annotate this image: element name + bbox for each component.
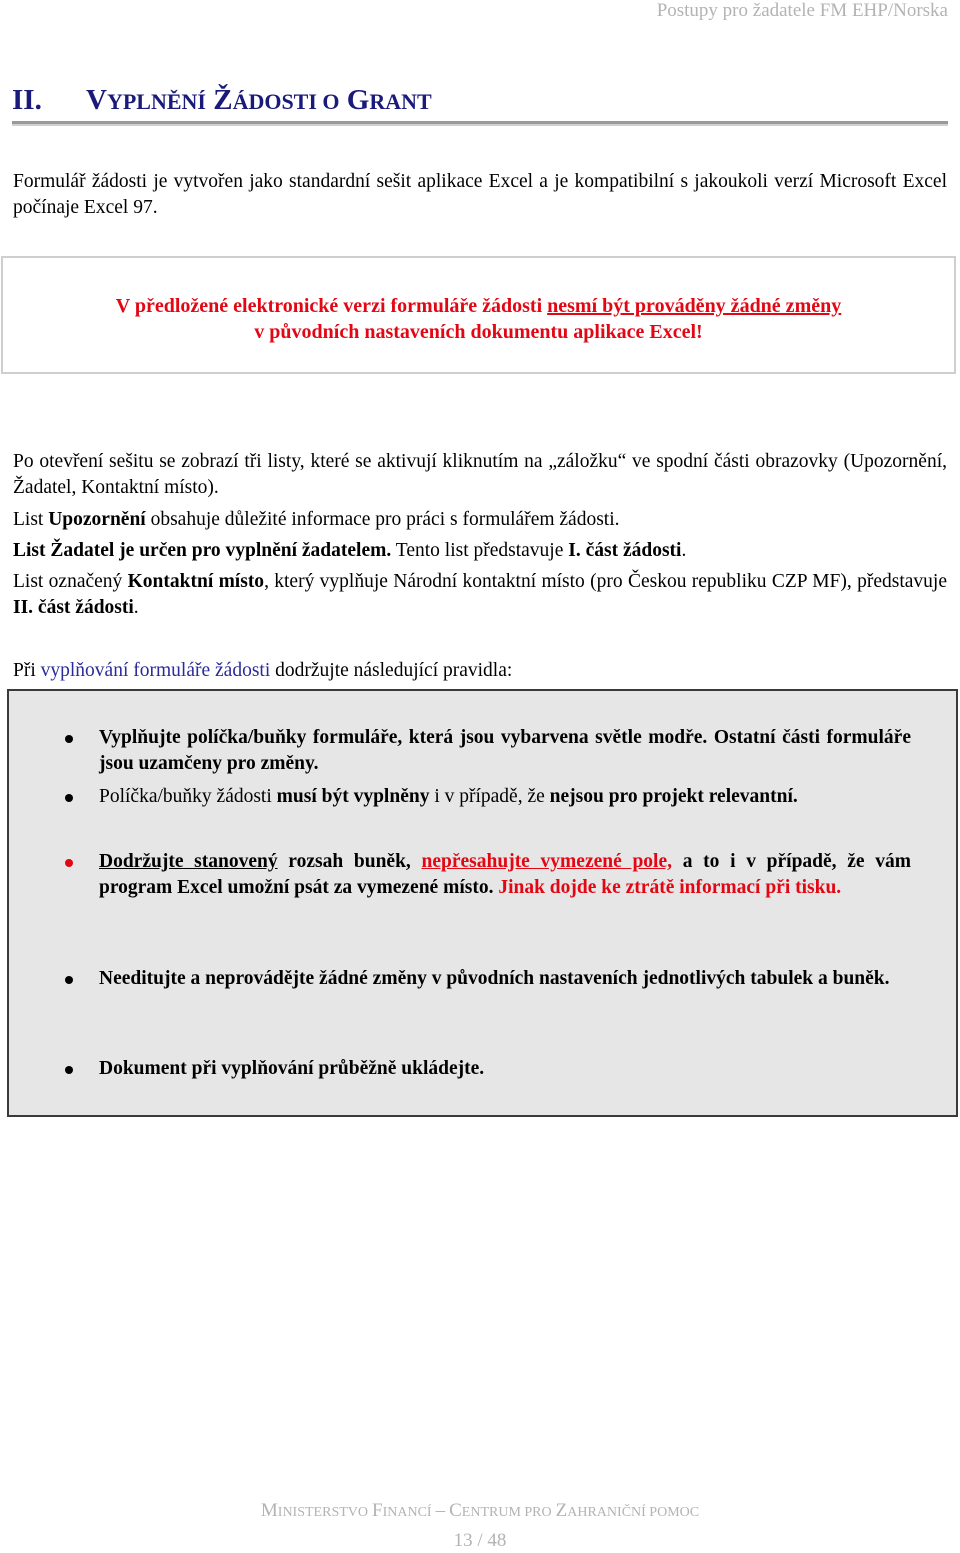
sheet-kontaktni-misto	[13, 569, 947, 621]
warning-underlined: nesmí být prováděny žádné změny	[547, 295, 842, 317]
running-header: Postupy pro žadatele FM EHP/Norska	[656, 0, 948, 21]
heading-cap: Ž	[213, 84, 233, 116]
bullet-icon	[65, 794, 73, 802]
footer-dash: –	[435, 1500, 446, 1521]
rule-2	[99, 784, 911, 810]
text: i v případě, že	[429, 786, 550, 807]
footer-small: INISTERSTVO	[277, 1505, 369, 1520]
footer-cap: C	[449, 1500, 462, 1521]
sheet-name: List Žadatel je určen pro vyplnění žadatelem.	[13, 540, 392, 561]
text: rozsah buněk,	[277, 851, 422, 872]
rules-intro	[13, 658, 947, 684]
sheet-name: Kontaktní místo	[127, 571, 265, 592]
red-underlined-text: nepřesahujte vymezené pole,	[421, 851, 672, 872]
page-number: 13 / 48	[453, 1530, 507, 1551]
heading-small: RANT	[369, 89, 432, 114]
footer-small: INANCÍ	[382, 1505, 432, 1520]
rules-box	[7, 689, 958, 1117]
text: Tento list představuje	[391, 540, 569, 561]
footer-small: ENTRUM PRO	[461, 1505, 552, 1520]
text: , který vyplňuje Národní kontaktní místo (pro Českou republiku CZP MF), představuje	[264, 571, 947, 592]
rule-4: Needitujte a neprovádějte žádné změny v původních nastaveních jednotlivých tabulek a buněk.	[99, 968, 890, 989]
text: List označený	[13, 571, 128, 592]
part-label: II. část žádosti	[13, 597, 134, 618]
heading-cap: V	[86, 84, 107, 116]
bold-text: musí být vyplněny	[276, 786, 430, 807]
part-label: I. část žádosti	[568, 540, 682, 561]
red-text: Jinak dojde ke ztrátě informací při tisku.	[498, 877, 842, 898]
heading-small: ÁDOSTI O	[232, 89, 340, 114]
sheets-paragraph: Po otevření sešitu se zobrazí tři listy, které se aktivují kliknutím na „záložku“ ve spodní části obrazovky (Upozornění, Žadatel, Kontaktní místo).	[13, 451, 947, 498]
underlined-text: Dodržujte stanovený	[99, 851, 278, 872]
bullet-icon	[65, 735, 73, 743]
text: dodržujte následující pravidla:	[270, 660, 513, 681]
footer-cap: M	[260, 1500, 278, 1521]
warning-text: V předložené elektronické verzi formuláře žádosti	[115, 295, 548, 317]
warning-text: v původních nastaveních dokumentu aplikace Excel!	[254, 321, 703, 343]
section-heading	[12, 84, 948, 124]
text: List	[13, 509, 49, 530]
highlight-text: vyplňování formuláře žádosti	[40, 660, 271, 681]
warning-box	[1, 256, 956, 374]
text: .	[133, 597, 139, 618]
text: .	[681, 540, 687, 561]
text: obsahuje důležité informace pro práci s formulářem žádosti.	[145, 509, 620, 530]
sheet-zadatel	[13, 538, 947, 564]
bold-text: nejsou pro projekt relevantní.	[549, 786, 798, 807]
heading-small: YPLNĚNÍ	[106, 89, 206, 114]
bullet-icon	[65, 1066, 73, 1074]
footer-cap: Z	[555, 1500, 568, 1521]
text: a to i v případě, že vám program Excel umožní psát za vymezené místo.	[99, 851, 911, 898]
section-number: II.	[12, 84, 42, 116]
sheet-upozorneni	[13, 507, 947, 533]
rule-5: Dokument při vyplňování průběžně ukládejte.	[99, 1058, 485, 1079]
footer-organization	[0, 1500, 960, 1522]
text: Políčka/buňky žádosti	[99, 786, 277, 807]
text: Při	[13, 660, 41, 681]
bullet-icon	[65, 859, 73, 867]
footer-cap: F	[372, 1500, 383, 1521]
rule-3	[99, 849, 911, 901]
sheet-name: Upozornění	[48, 509, 146, 530]
heading-cap: G	[346, 84, 370, 116]
rule-1: Vyplňujte políčka/buňky formuláře, která jsou vybarvena světle modře. Ostatní části formuláře jsou uzamčeny pro změny.	[99, 727, 911, 774]
bullet-icon	[65, 976, 73, 984]
intro-paragraph: Formulář žádosti je vytvořen jako standardní sešit aplikace Excel a je kompatibilní s jakoukoli verzí Microsoft Excel počínaje Excel 97.	[13, 171, 947, 218]
footer-small: AHRANIČNÍ POMOC	[567, 1505, 700, 1520]
